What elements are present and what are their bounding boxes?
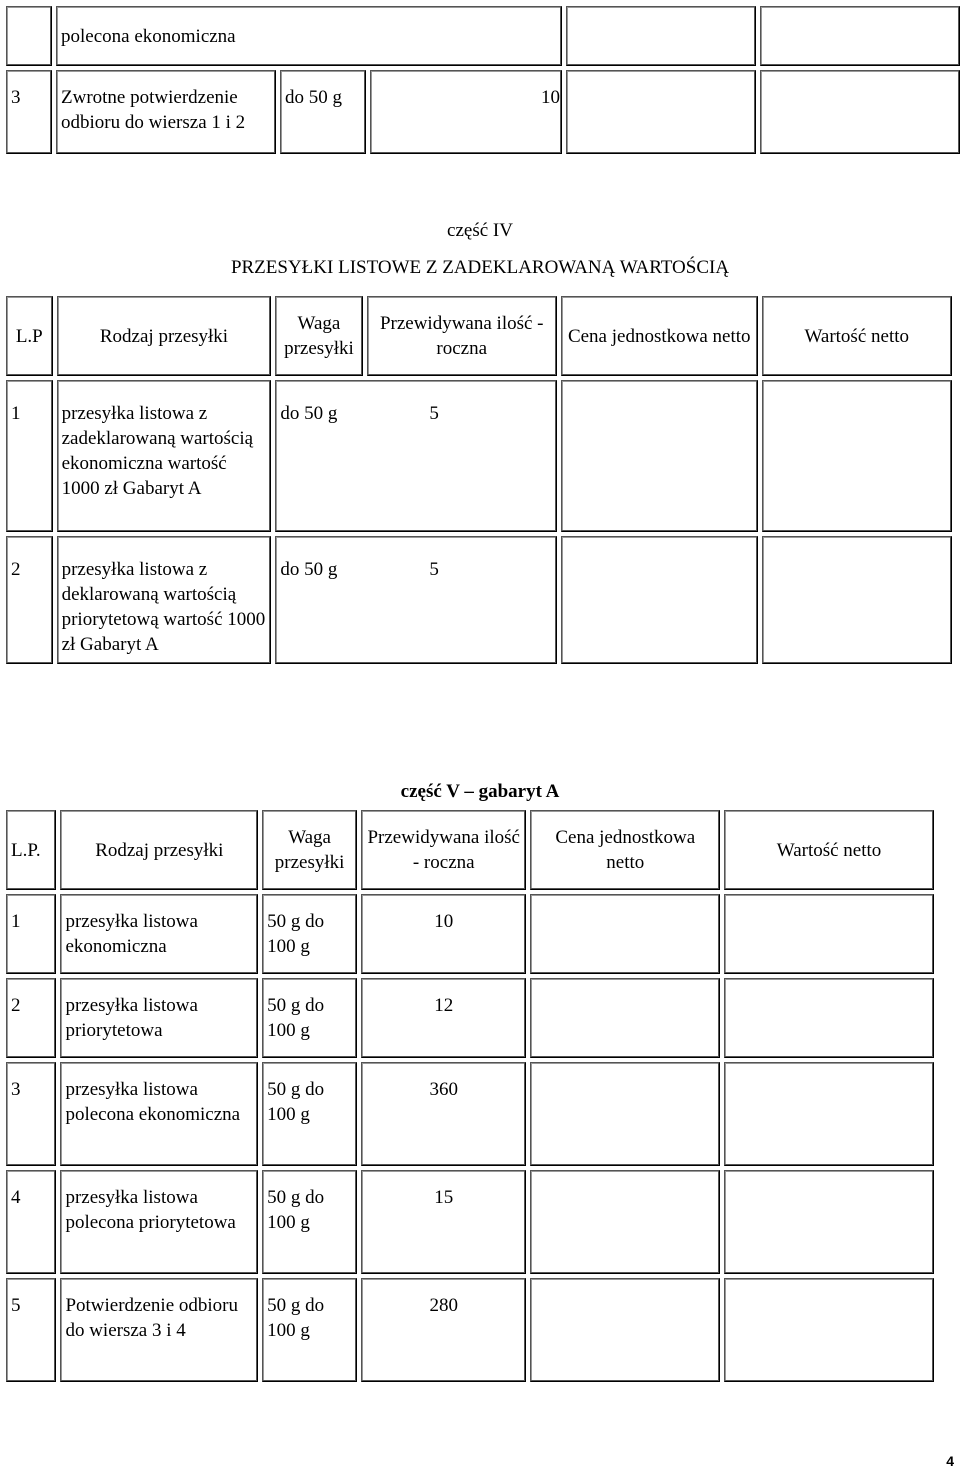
- cell-value: [724, 894, 934, 974]
- cell-value: [724, 1278, 934, 1382]
- table-row: [6, 6, 960, 66]
- cell-lp: 4: [6, 1170, 56, 1274]
- cell-weight: 50 g do 100 g: [262, 894, 357, 974]
- cell-name: Potwierdzenie odbioru do wiersza 3 i 4: [60, 1278, 258, 1382]
- cell-value: [724, 978, 934, 1058]
- cell-lp: [6, 6, 52, 66]
- header-price: Cena jednostkowa netto: [530, 810, 720, 890]
- header-name: Rodzaj przesyłki: [60, 810, 258, 890]
- cell-name: przesyłka listowa z zadeklarowaną wartością ekonomiczna wartość 1000 zł Gabaryt A: [57, 380, 272, 532]
- cell-price: [561, 536, 758, 664]
- table-header-row: [6, 296, 952, 376]
- cell-qty: 280: [361, 1278, 526, 1382]
- top-table: [2, 2, 960, 158]
- cell-qty: 5: [429, 559, 439, 580]
- cell-qty: 5: [429, 403, 439, 424]
- page-number: 4: [946, 1453, 954, 1469]
- cell-weight-text: do 50 g: [280, 403, 338, 424]
- cell-weight: 50 g do 100 g: [262, 978, 357, 1058]
- cell-name: przesyłka listowa polecona ekonomiczna: [60, 1062, 258, 1166]
- table-row: [6, 1170, 934, 1274]
- cell-lp: 2: [6, 978, 56, 1058]
- cell-price: [530, 1170, 720, 1274]
- cell-lp: 5: [6, 1278, 56, 1382]
- cell-value: [724, 1062, 934, 1166]
- cell-lp: 3: [6, 1062, 56, 1166]
- cell-qty: 10: [361, 894, 526, 974]
- cell-price: [530, 978, 720, 1058]
- table-row: [6, 70, 960, 154]
- header-qty: Przewidywana ilość - roczna: [367, 296, 557, 376]
- header-lp: L.P.: [6, 810, 56, 890]
- cell-weight-text: do 50 g: [280, 559, 338, 580]
- cell-lp: 3: [6, 70, 52, 154]
- table-row: [6, 1278, 934, 1382]
- cell-weight: 50 g do 100 g: [262, 1278, 357, 1382]
- header-weight: Waga przesyłki: [262, 810, 357, 890]
- cell-weight: do 50 g: [280, 70, 366, 154]
- cell-qty: 10: [370, 70, 562, 154]
- header-value: Wartość netto: [762, 296, 953, 376]
- cell-name: przesyłka listowa ekonomiczna: [60, 894, 258, 974]
- table-row: [6, 1062, 934, 1166]
- cell-price: [561, 380, 758, 532]
- cell-value: [762, 536, 953, 664]
- part4-heading-1: część IV: [447, 220, 513, 241]
- part5-table: [2, 806, 938, 1386]
- cell-name: przesyłka listowa polecona priorytetowa: [60, 1170, 258, 1274]
- table-row: [6, 894, 934, 974]
- header-qty: Przewidywana ilość - roczna: [361, 810, 526, 890]
- cell-qty: 360: [361, 1062, 526, 1166]
- cell-weight: 50 g do 100 g: [262, 1170, 357, 1274]
- cell-qty: 15: [361, 1170, 526, 1274]
- cell-value: [760, 6, 960, 66]
- header-value: Wartość netto: [724, 810, 934, 890]
- cell-weight: 50 g do 100 g: [262, 1062, 357, 1166]
- table-row: [6, 978, 934, 1058]
- cell-name: przesyłka listowa priorytetowa: [60, 978, 258, 1058]
- cell-value: [724, 1170, 934, 1274]
- header-lp: L.P: [6, 296, 53, 376]
- cell-price: [566, 70, 756, 154]
- cell-name: polecona ekonomiczna: [56, 6, 562, 66]
- cell-lp: 1: [6, 894, 56, 974]
- part5-heading: część V – gabaryt A: [400, 781, 560, 802]
- header-weight: Waga przesyłki: [275, 296, 362, 376]
- cell-price: [530, 1278, 720, 1382]
- cell-price: [566, 6, 756, 66]
- table-row: [6, 536, 952, 664]
- cell-price: [530, 894, 720, 974]
- cell-lp: 1: [6, 380, 53, 532]
- header-name: Rodzaj przesyłki: [57, 296, 272, 376]
- table-row: [6, 380, 952, 532]
- cell-price: [530, 1062, 720, 1166]
- cell-value: [762, 380, 953, 532]
- cell-qty: 12: [361, 978, 526, 1058]
- cell-lp: 2: [6, 536, 53, 664]
- cell-name: Zwrotne potwierdzenie odbioru do wiersza 1 i 2: [56, 70, 276, 154]
- part4-table: [2, 292, 956, 668]
- cell-name: przesyłka listowa z deklarowaną wartością priorytetową wartość 1000 zł Gabaryt A: [57, 536, 272, 664]
- cell-value: [760, 70, 960, 154]
- cell-weight: [275, 380, 557, 532]
- cell-weight: [275, 536, 557, 664]
- table-header-row: [6, 810, 934, 890]
- header-price: Cena jednostkowa netto: [561, 296, 758, 376]
- part4-heading-2: PRZESYŁKI LISTOWE Z ZADEKLAROWANĄ WARTOŚCIĄ: [230, 257, 730, 278]
